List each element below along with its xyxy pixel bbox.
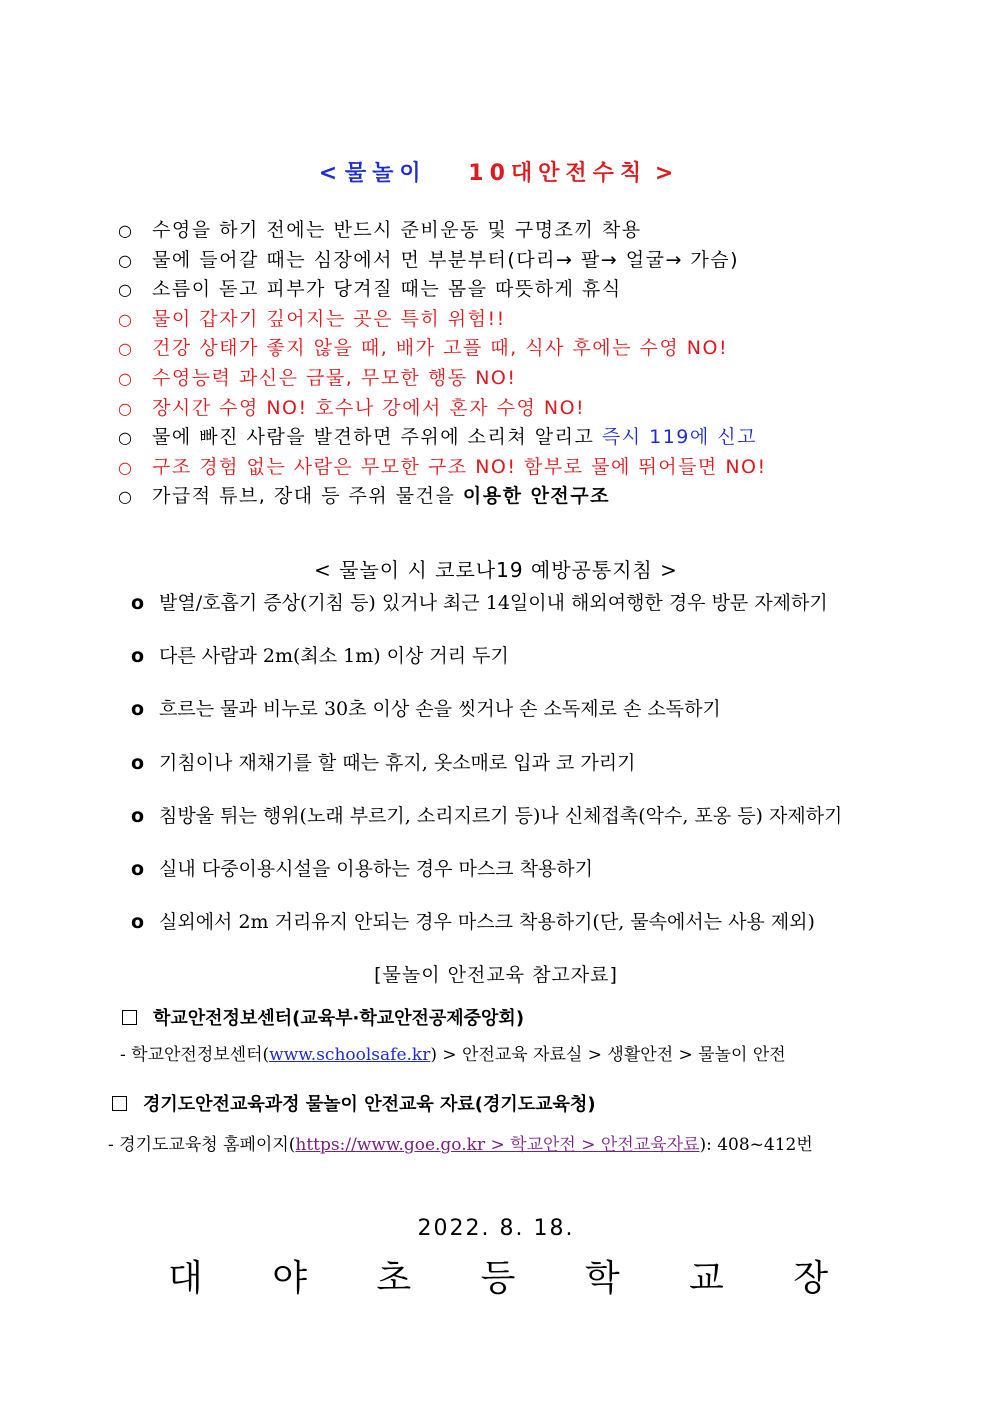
rule-emphasis: 이용한 안전구조: [462, 485, 610, 508]
covid-item: [131, 907, 815, 934]
covid-text: 실외에서 2m 거리유지 안되는 경우 마스크 착용하기(단, 물속에서는 사용 제외): [159, 911, 815, 933]
rule-item: [118, 423, 767, 453]
rule-item: [118, 246, 767, 276]
bullet-icon: o: [131, 858, 145, 880]
signature-char: 학: [584, 1258, 620, 1299]
rule-item: [118, 216, 767, 246]
reference-prefix: - 학교안전정보센터(: [120, 1045, 270, 1065]
title-part-b: 10대안전수칙: [468, 161, 648, 186]
circle-bullet-icon: ○: [118, 368, 132, 388]
rule-text: 장시간 수영 NO! 호수나 강에서 혼자 수영 NO!: [152, 396, 586, 419]
covid-item: [131, 588, 828, 615]
signature-char: 대: [168, 1258, 203, 1299]
rule-text: 수영능력 과신은 금물, 무모한 행동 NO!: [152, 366, 517, 389]
rule-item: [118, 453, 767, 483]
signature-char: 야: [272, 1258, 307, 1299]
reference-heading-text: 경기도안전교육과정 물놀이 안전교육 자료(경기도교육청): [143, 1094, 596, 1115]
rule-item: [118, 334, 767, 364]
bullet-icon: o: [131, 805, 145, 827]
circle-bullet-icon: ○: [118, 428, 132, 448]
covid-text: 침방울 튀는 행위(노래 부르기, 소리지르기 등)나 신체접촉(악수, 포옹 등) 자제하기: [159, 805, 843, 827]
signature-char: 장: [793, 1258, 828, 1299]
goe-link-end[interactable]: 안전교육자료: [600, 1135, 700, 1155]
covid-item: [131, 801, 842, 828]
circle-bullet-icon: ○: [118, 309, 132, 329]
rule-item: [118, 482, 767, 512]
rule-item: [118, 275, 767, 305]
reference-line-2: [108, 1130, 813, 1155]
checkbox-square-icon: [112, 1096, 127, 1111]
title-open-bracket: <: [318, 161, 338, 186]
reference-title: [물놀이 안전교육 참고자료]: [374, 964, 618, 986]
reference-heading-text: 학교안전정보센터(교육부·학교안전공제중앙회): [153, 1008, 525, 1029]
schoolsafe-link[interactable]: www.schoolsafe.kr: [269, 1045, 431, 1065]
covid-item: [131, 854, 593, 881]
school-principal-signature: [168, 1250, 828, 1301]
title-part-a: 물놀이: [344, 161, 427, 186]
rule-text: 구조 경험 없는 사람은 무모한 구조 NO! 함부로 물에 뛰어들면 NO!: [152, 455, 767, 478]
circle-bullet-icon: ○: [118, 339, 132, 359]
bullet-icon: o: [131, 645, 145, 667]
rule-text: 수영을 하기 전에는 반드시 준비운동 및 구명조끼 착용: [152, 219, 642, 241]
reference-heading-2: [112, 1090, 596, 1116]
rule-text: 물에 들어갈 때는 심장에서 먼 부분부터(다리→ 팔→ 얼굴→ 가슴): [152, 248, 740, 271]
reference-prefix: - 경기도교육청 홈페이지(: [108, 1135, 296, 1155]
reference-heading-1: [122, 1004, 524, 1030]
covid-guidelines-title: < 물놀이 시 코로나19 예방공통지침 >: [314, 558, 678, 582]
covid-text: 기침이나 재채기를 할 때는 휴지, 옷소매로 입과 코 가리기: [159, 752, 636, 774]
bullet-icon: o: [131, 698, 145, 720]
document-date: 2022. 8. 18.: [417, 1216, 575, 1241]
signature-char: 교: [689, 1258, 724, 1299]
covid-text: 흐르는 물과 비누로 30초 이상 손을 씻거나 손 소독제로 손 소독하기: [159, 698, 721, 720]
rule-item: [118, 305, 767, 335]
reference-line-1: [120, 1040, 786, 1065]
goe-link-path[interactable]: > 학교안전 >: [485, 1135, 601, 1155]
rule-text: 물이 갑자기 깊어지는 곳은 특히 위험!!: [152, 307, 506, 330]
reference-suffix: ): 408~412번: [699, 1135, 813, 1155]
safety-rules-list: [118, 216, 767, 512]
signature-char: 초: [376, 1258, 412, 1299]
rule-item: [118, 364, 767, 394]
covid-text: 다른 사람과 2m(최소 1m) 이상 거리 두기: [159, 645, 509, 667]
circle-bullet-icon: ○: [118, 487, 132, 507]
circle-bullet-icon: ○: [118, 457, 132, 477]
title-close-bracket: >: [654, 161, 674, 186]
circle-bullet-icon: ○: [118, 250, 132, 270]
bullet-icon: o: [131, 592, 145, 614]
rule-text: 소름이 돋고 피부가 당겨질 때는 몸을 따뜻하게 휴식: [152, 278, 622, 301]
goe-link[interactable]: https://www.goe.go.kr: [295, 1135, 486, 1155]
covid-item: [131, 748, 636, 775]
rule-text: 물에 빠진 사람을 발견하면 주위에 소리쳐 알리고: [152, 426, 602, 449]
safety-rules-title: [0, 156, 992, 187]
circle-bullet-icon: ○: [118, 280, 132, 300]
circle-bullet-icon: ○: [118, 221, 132, 240]
rule-item: [118, 394, 767, 424]
covid-text: 실내 다중이용시설을 이용하는 경우 마스크 착용하기: [159, 858, 593, 880]
rule-text: 가급적 튜브, 장대 등 주위 물건을: [152, 485, 463, 508]
reference-suffix: ) > 안전교육 자료실 > 생활안전 > 물놀이 안전: [430, 1045, 786, 1065]
covid-item: [131, 694, 721, 721]
signature-char: 등: [480, 1258, 516, 1299]
bullet-icon: o: [131, 752, 145, 774]
bullet-icon: o: [131, 911, 145, 933]
covid-text: 발열/호흡기 증상(기침 등) 있거나 최근 14일이내 해외여행한 경우 방문 자제하기: [159, 592, 828, 614]
checkbox-square-icon: [122, 1010, 137, 1025]
rule-emphasis: 즉시 119에 신고: [601, 426, 757, 449]
covid-item: [131, 641, 509, 668]
rule-text: 건강 상태가 좋지 않을 때, 배가 고플 때, 식사 후에는 수영 NO!: [152, 337, 729, 360]
circle-bullet-icon: ○: [118, 398, 132, 418]
